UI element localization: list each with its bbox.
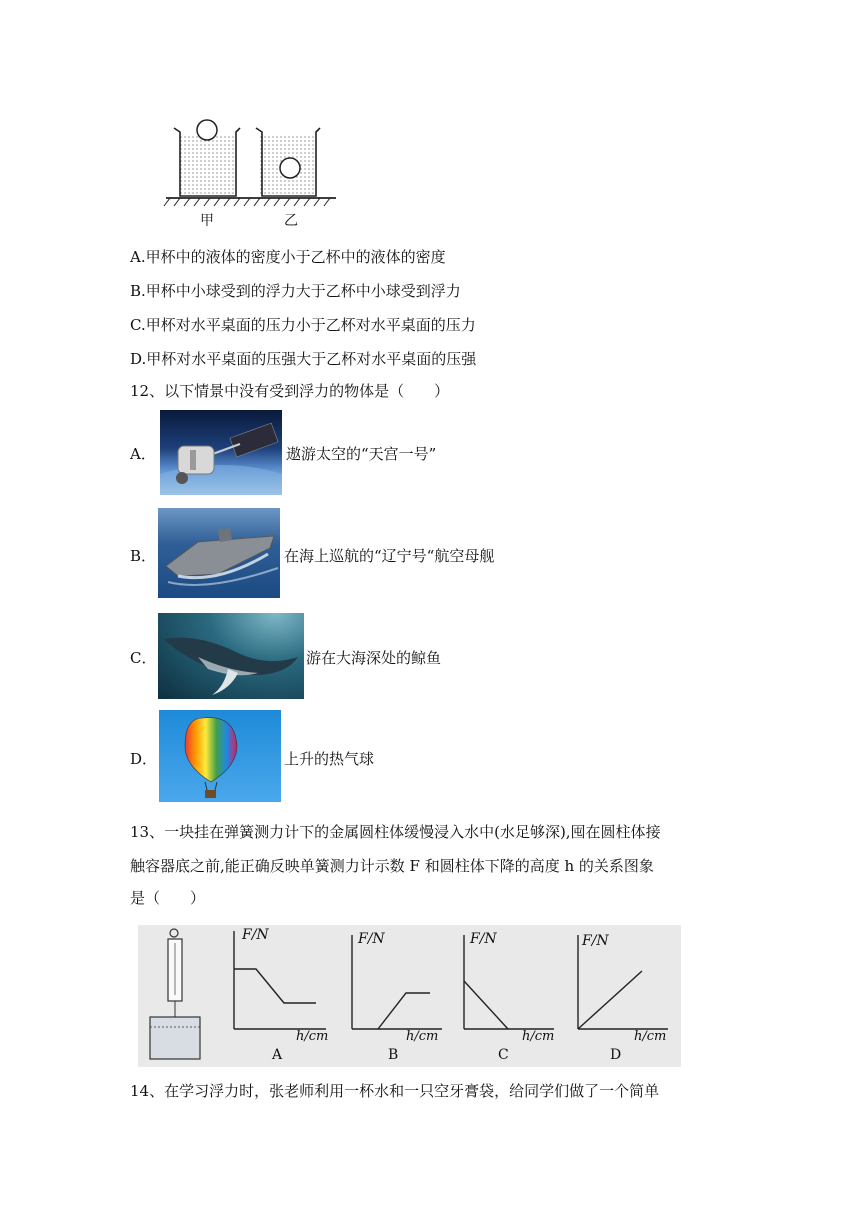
q12-option-c-letter: C．: [130, 649, 157, 667]
q12-stem: 12、以下情景中没有受到浮力的物体是（ ）: [130, 382, 450, 400]
q11-option-a: A.甲杯中的液体的密度小于乙杯中的液体的密度: [130, 248, 446, 266]
graph-b-ylabel: F/N: [358, 931, 385, 947]
space-station-photo: [160, 410, 282, 495]
graph-c-ylabel: F/N: [470, 931, 497, 947]
ball-suspended: [280, 158, 300, 178]
q14-stem: 14、在学习浮力时，张老师利用一杯水和一只空牙膏袋，给同学们做了一个简单: [130, 1082, 660, 1100]
beaker-label-right: 乙: [284, 213, 298, 229]
beaker-label-left: 甲: [200, 213, 214, 229]
q11-option-d: D.甲杯对水平桌面的压强大于乙杯对水平桌面的压强: [130, 350, 477, 368]
whale-photo: [158, 613, 304, 699]
q12-option-a-text: 遨游太空的“天宫一号”: [286, 445, 437, 463]
graph-c-xlabel: h/cm: [522, 1029, 555, 1044]
graph-d-xlabel: h/cm: [634, 1029, 667, 1044]
q12-option-d-letter: D．: [130, 750, 158, 768]
graph-c: [450, 925, 560, 1067]
graph-a: [220, 925, 330, 1067]
q13-stem-line-3: 是（ ）: [130, 889, 206, 907]
q12-option-b-text: 在海上巡航的“辽宁号“航空母舰: [284, 547, 495, 565]
q11-option-c: C.甲杯对水平桌面的压力小于乙杯对水平桌面的压力: [130, 316, 476, 334]
graph-c-caption: C: [498, 1047, 509, 1063]
graph-a-ylabel: F/N: [242, 927, 269, 943]
graph-b-caption: B: [388, 1047, 399, 1063]
graph-b: [338, 925, 448, 1067]
graph-b-xlabel: h/cm: [406, 1029, 439, 1044]
spring-scale-apparatus: [138, 925, 213, 1067]
graph-d-ylabel: F/N: [582, 933, 609, 949]
graph-d-caption: D: [610, 1047, 622, 1063]
q13-stem-line-2: 触容器底之前,能正确反映单簧测力计示数 F 和圆柱体下降的高度 h 的关系图象: [130, 857, 654, 875]
q12-option-c-text: 游在大海深处的鲸鱼: [306, 649, 442, 667]
beaker-figure: [160, 112, 340, 232]
hot-air-balloon-photo: [159, 710, 281, 802]
q12-option-a-letter: A．: [130, 445, 156, 463]
graph-a-caption: A: [272, 1047, 283, 1063]
q13-stem-line-1: 13、一块挂在弹簧测力计下的金属圆柱体缓慢浸入水中(水足够深),囤在圆柱体接: [130, 823, 661, 841]
beaker-diagram: [160, 112, 340, 232]
graph-a-xlabel: h/cm: [296, 1029, 329, 1044]
q13-figure: [138, 925, 681, 1067]
ball-floating: [197, 120, 217, 140]
aircraft-carrier-photo: [158, 508, 280, 598]
q12-option-b-letter: B．: [130, 547, 157, 565]
q12-option-d-text: 上升的热气球: [284, 750, 375, 768]
q11-option-b: B.甲杯中小球受到的浮力大于乙杯中小球受到浮力: [130, 282, 461, 300]
